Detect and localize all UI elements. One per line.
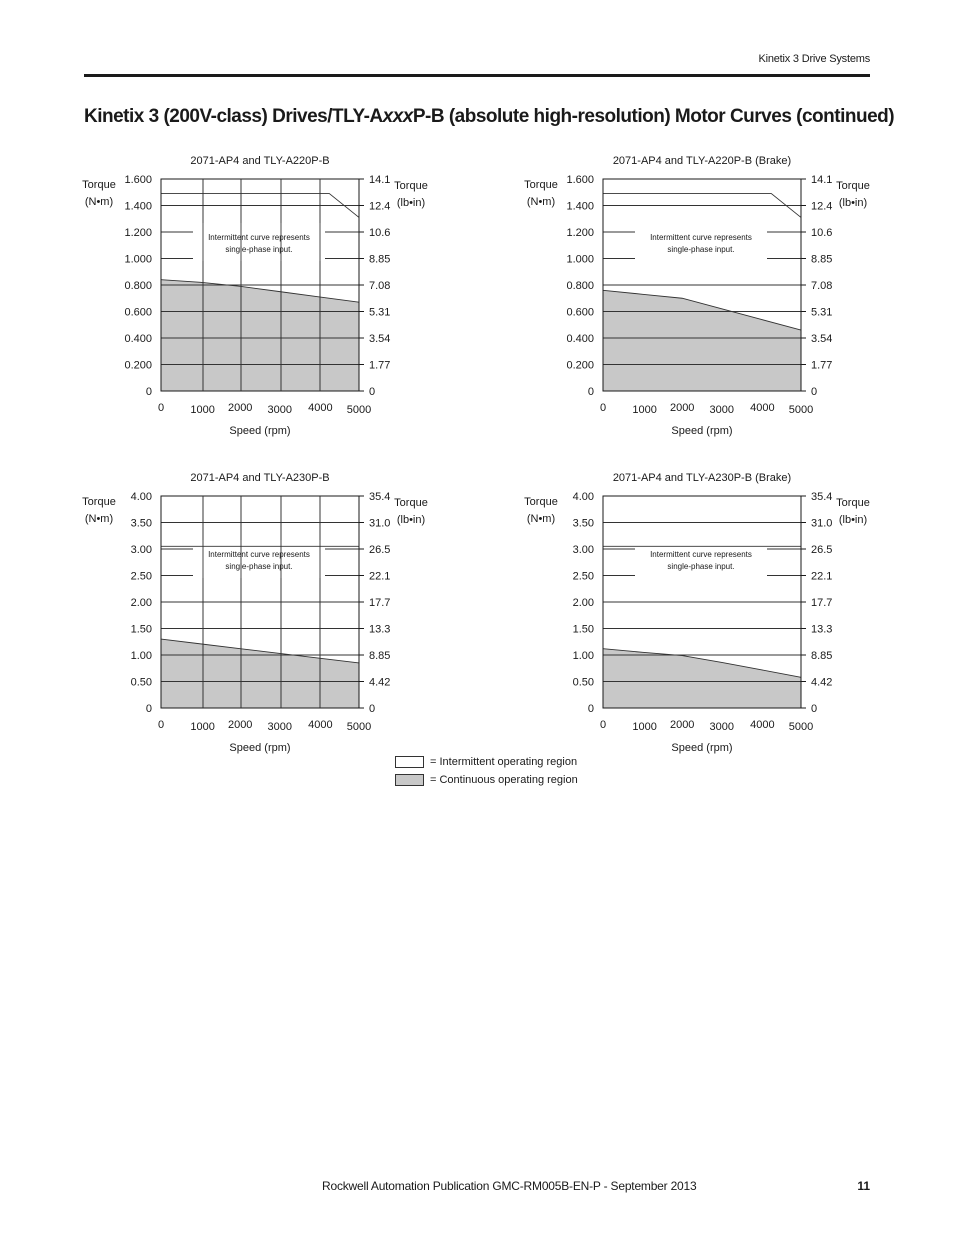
x-tick-label: 5000	[346, 721, 372, 733]
annotation-line-1: Intermittent curve represents	[650, 233, 752, 242]
y-tick-label-right: 22.1	[369, 570, 391, 583]
y-tick-label-right: 0	[369, 703, 376, 715]
x-tick-label: 5000	[788, 404, 814, 416]
y-tick-label-right: 8.85	[811, 650, 833, 662]
y-tick-label-left: 0	[145, 386, 152, 398]
legend-label-continuous: = Continuous operating region	[430, 773, 578, 786]
x-tick-label: 2000	[669, 402, 695, 414]
x-tick-label: 1000	[632, 404, 657, 416]
y-tick-label-right: 17.7	[369, 597, 391, 609]
y-tick-label-left: 1.00	[130, 650, 152, 662]
y-tick-label-left: 1.00	[572, 650, 594, 662]
y-tick-label-right: 14.1	[369, 174, 391, 186]
y-tick-label-left: 3.00	[572, 544, 594, 556]
chart-title: 2071-AP4 and TLY-A220P-B	[190, 155, 330, 167]
x-axis-label: Speed (rpm)	[671, 742, 733, 754]
x-axis-label: Speed (rpm)	[229, 425, 291, 437]
x-tick-label: 1000	[190, 404, 215, 416]
y-axis-label-right-line-1: Torque	[394, 180, 428, 192]
x-axis-label: Speed (rpm)	[229, 742, 291, 754]
x-tick-label: 3000	[709, 404, 735, 416]
y-tick-label-right: 4.42	[369, 676, 391, 689]
y-tick-label-right: 7.08	[811, 280, 833, 292]
y-tick-label-right: 4.42	[811, 676, 833, 689]
annotation-line-2: single-phase input.	[225, 245, 293, 254]
legend-swatch-continuous	[395, 774, 424, 786]
y-tick-label-right: 26.5	[811, 544, 833, 556]
y-tick-label-left: 1.200	[566, 227, 594, 239]
y-tick-label-right: 31.0	[811, 517, 833, 530]
y-tick-label-left: 3.50	[130, 517, 152, 530]
x-tick-label: 3000	[267, 721, 293, 733]
y-tick-label-right: 26.5	[369, 544, 391, 556]
y-tick-label-right: 8.85	[369, 650, 391, 662]
y-tick-label-right: 17.7	[811, 597, 833, 609]
y-tick-label-left: 1.50	[130, 623, 152, 636]
y-axis-label-right-line-2: (lb•in)	[396, 514, 426, 526]
y-tick-label-right: 31.0	[369, 517, 391, 530]
y-axis-label-right-line-2: (lb•in)	[838, 197, 868, 209]
y-tick-label-right: 13.3	[811, 623, 833, 636]
y-tick-label-left: 2.50	[130, 570, 152, 583]
x-tick-label: 2000	[227, 719, 253, 731]
page-title-part-1: Kinetix 3 (200V-class) Drives/TLY-A	[84, 106, 383, 127]
y-axis-label-right-line-2: (lb•in)	[396, 197, 426, 209]
footer-publication: Rockwell Automation Publication GMC-RM005B-EN-P - September 2013	[322, 1179, 697, 1193]
y-tick-label-left: 0	[145, 703, 152, 715]
chart-legend	[395, 753, 578, 789]
y-tick-label-right: 10.6	[811, 227, 833, 239]
chart-title: 2071-AP4 and TLY-A220P-B (Brake)	[612, 155, 792, 167]
running-head: Kinetix 3 Drive Systems	[758, 53, 870, 65]
x-tick-label: 0	[599, 719, 607, 731]
annotation-box	[635, 540, 767, 578]
y-tick-label-left: 3.50	[572, 517, 594, 530]
x-tick-label: 1000	[632, 721, 657, 733]
x-tick-label: 0	[599, 402, 607, 414]
y-tick-label-right: 1.77	[369, 359, 391, 372]
y-tick-label-right: 1.77	[811, 359, 833, 372]
y-axis-label-right-line-1: Torque	[394, 497, 428, 509]
x-tick-label: 2000	[669, 719, 695, 731]
annotation-line-2: single-phase input.	[667, 562, 735, 571]
y-tick-label-right: 7.08	[369, 280, 391, 292]
y-tick-label-right: 8.85	[811, 253, 833, 266]
y-tick-label-right: 0	[369, 386, 376, 398]
x-tick-label: 0	[157, 719, 165, 731]
annotation-line-2: single-phase input.	[225, 562, 293, 571]
annotation-line-1: Intermittent curve represents	[650, 550, 752, 559]
y-tick-label-right: 3.54	[369, 333, 391, 345]
x-tick-label: 3000	[267, 404, 293, 416]
y-tick-label-right: 5.31	[369, 306, 391, 319]
legend-row-intermittent	[395, 753, 578, 770]
continuous-region	[603, 649, 801, 708]
x-tick-label: 2000	[227, 402, 253, 414]
y-tick-label-left: 0.50	[572, 676, 594, 689]
y-tick-label-right: 35.4	[369, 491, 391, 503]
y-tick-label-left: 0.400	[124, 333, 152, 345]
page-title-italic: xxx	[382, 106, 413, 127]
y-tick-label-right: 35.4	[811, 491, 833, 503]
y-tick-label-left: 0.200	[124, 359, 152, 372]
y-axis-label-left-line-2: (N•m)	[526, 513, 556, 525]
y-tick-label-right: 0	[811, 386, 818, 398]
y-tick-label-left: 0.800	[566, 280, 594, 292]
y-tick-label-right: 12.4	[369, 200, 391, 213]
x-tick-label: 4000	[750, 719, 775, 731]
y-axis-label-right-line-2: (lb•in)	[838, 514, 868, 526]
legend-label-intermittent: = Intermittent operating region	[430, 755, 578, 768]
y-axis-label-left-line-2: (N•m)	[84, 196, 114, 208]
y-tick-label-left: 0	[587, 386, 594, 398]
y-tick-label-left: 1.600	[566, 174, 594, 186]
y-tick-label-left: 4.00	[572, 491, 594, 503]
annotation-line-1: Intermittent curve represents	[208, 233, 310, 242]
y-tick-label-left: 0	[587, 703, 594, 715]
y-tick-label-right: 0	[811, 703, 818, 715]
y-tick-label-left: 2.00	[572, 597, 594, 609]
y-tick-label-left: 0.200	[566, 359, 594, 372]
x-tick-label: 5000	[346, 404, 372, 416]
y-tick-label-left: 1.600	[124, 174, 152, 186]
page-title-part-2: P-B (absolute high-resolution) Motor Curves (continued)	[412, 106, 895, 127]
y-axis-label-left-line-1: Torque	[524, 179, 558, 191]
y-tick-label-left: 2.00	[130, 597, 152, 609]
y-axis-label-left-line-1: Torque	[82, 496, 116, 508]
y-tick-label-left: 1.400	[566, 200, 594, 213]
x-tick-label: 4000	[308, 402, 333, 414]
y-tick-label-left: 3.00	[130, 544, 152, 556]
y-tick-label-left: 1.200	[124, 227, 152, 239]
x-axis-label: Speed (rpm)	[671, 425, 733, 437]
y-tick-label-left: 0.600	[566, 306, 594, 319]
x-tick-label: 1000	[190, 721, 215, 733]
y-axis-label-left-line-1: Torque	[82, 179, 116, 191]
legend-row-continuous	[395, 771, 578, 788]
y-tick-label-left: 1.400	[124, 200, 152, 213]
y-axis-label-left-line-1: Torque	[524, 496, 558, 508]
y-tick-label-right: 14.1	[811, 174, 833, 186]
y-tick-label-left: 1.50	[572, 623, 594, 636]
x-tick-label: 4000	[750, 402, 775, 414]
y-tick-label-right: 12.4	[811, 200, 833, 213]
y-tick-label-left: 2.50	[572, 570, 594, 583]
y-tick-label-right: 22.1	[811, 570, 833, 583]
annotation-line-2: single-phase input.	[667, 245, 735, 254]
chart-title: 2071-AP4 and TLY-A230P-B (Brake)	[612, 472, 792, 484]
y-tick-label-left: 0.400	[566, 333, 594, 345]
annotation-line-1: Intermittent curve represents	[208, 550, 310, 559]
y-tick-label-right: 3.54	[811, 333, 833, 345]
y-tick-label-right: 5.31	[811, 306, 833, 319]
y-tick-label-right: 13.3	[369, 623, 391, 636]
x-tick-label: 5000	[788, 721, 814, 733]
x-tick-label: 3000	[709, 721, 735, 733]
y-axis-label-left-line-2: (N•m)	[84, 513, 114, 525]
x-tick-label: 4000	[308, 719, 333, 731]
x-tick-label: 0	[157, 402, 165, 414]
y-tick-label-left: 0.800	[124, 280, 152, 292]
y-tick-label-left: 1.000	[124, 253, 152, 266]
y-tick-label-left: 0.600	[124, 306, 152, 319]
y-axis-label-right-line-1: Torque	[836, 180, 870, 192]
y-tick-label-right: 10.6	[369, 227, 391, 239]
y-axis-label-right-line-1: Torque	[836, 497, 870, 509]
y-tick-label-left: 0.50	[130, 676, 152, 689]
legend-swatch-intermittent	[395, 756, 424, 768]
y-tick-label-left: 1.000	[566, 253, 594, 266]
page-number: 11	[857, 1179, 870, 1193]
y-tick-label-left: 4.00	[130, 491, 152, 503]
y-tick-label-right: 8.85	[369, 253, 391, 266]
chart-title: 2071-AP4 and TLY-A230P-B	[190, 472, 330, 484]
y-axis-label-left-line-2: (N•m)	[526, 196, 556, 208]
